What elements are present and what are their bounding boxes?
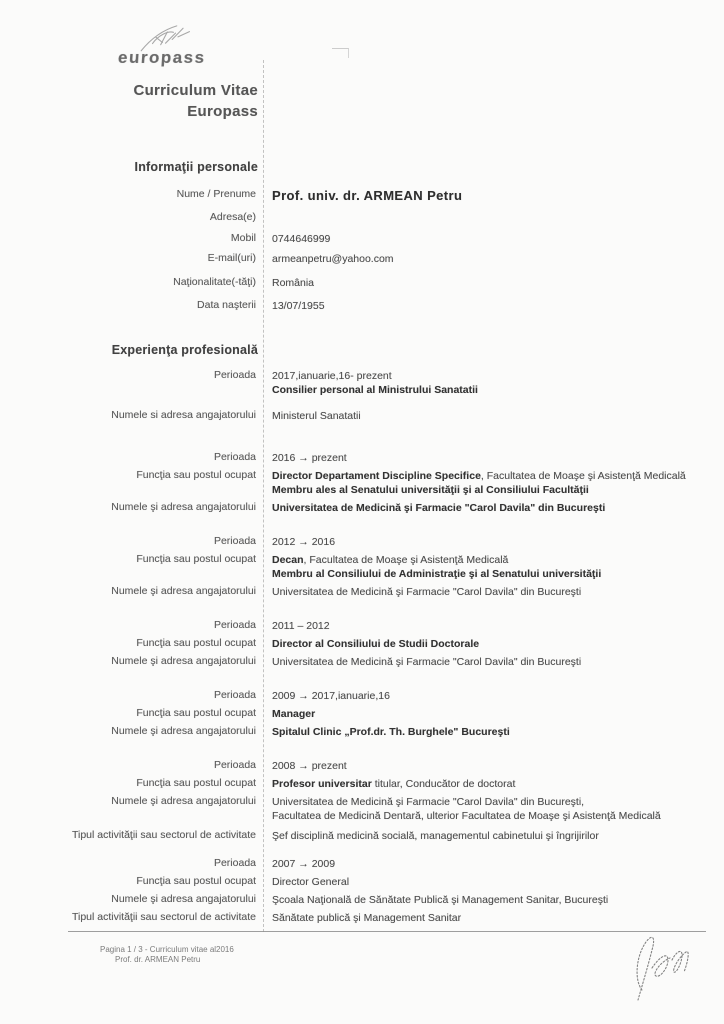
field-value: armeanpetru@yahoo.com [272, 253, 394, 265]
field-value-line [272, 911, 706, 925]
field-label: Perioada [213, 451, 256, 463]
experience-row [0, 875, 724, 889]
field-value [263, 637, 724, 651]
field-label: Numele şi adresa angajatorului [111, 655, 256, 667]
field-value: 13/07/1955 [272, 300, 325, 312]
field-value-line [272, 893, 706, 907]
text-segment: Universitatea de Medicină şi Farmacie "Carol Davila" din Bucureşti [272, 502, 606, 514]
text-segment: , Facultatea de Moaşe şi Asistenţă Medicală [480, 470, 686, 482]
field-label: Perioada [213, 857, 256, 869]
experience-row [0, 637, 724, 651]
field-label: Numele şi adresa angajatorului [111, 795, 256, 807]
field-value [263, 619, 724, 633]
field-label: Funcţia sau postul ocupat [136, 553, 256, 565]
text-segment: 2009 → 2017,ianuarie,16 [272, 690, 390, 702]
field-value-line [272, 585, 706, 599]
footer-author: Prof. dr. ARMEAN Petru [115, 955, 201, 964]
field-value-line [272, 535, 706, 549]
field-value-line [272, 725, 706, 739]
text-segment: Manager [272, 708, 316, 720]
field-label: Perioada [213, 759, 256, 771]
field-value [263, 759, 724, 773]
section-heading-experience: Experienţa profesională [111, 343, 258, 357]
field-label: Nume / Prenume [176, 188, 256, 200]
experience-row [0, 585, 724, 599]
field-value-line [272, 619, 706, 633]
section-heading-personal-info: Informaţii personale [134, 160, 258, 174]
experience-entry [0, 689, 724, 739]
field-value-line [272, 795, 706, 809]
text-segment: Universitatea de Medicină şi Farmacie "Carol Davila" din Bucureşti, [272, 796, 585, 808]
experience-entry [0, 451, 724, 515]
field-value-line [272, 469, 706, 483]
field-value-line [272, 369, 706, 383]
title-line2: Europass [187, 103, 258, 120]
footer-divider-line [68, 931, 706, 932]
personal-row [0, 188, 724, 203]
field-value [263, 409, 724, 423]
field-value-line [272, 501, 706, 515]
experience-entry [0, 369, 724, 423]
field-value: Prof. univ. dr. ARMEAN Petru [272, 188, 463, 203]
text-segment: Profesor universitar [272, 778, 372, 790]
text-segment: 2011 – 2012 [272, 620, 330, 632]
field-label: Funcţia sau postul ocupat [136, 707, 256, 719]
field-label: Tipul activităţii sau sectorul de activitate [71, 829, 256, 841]
field-label: Numele şi adresa angajatorului [111, 893, 256, 905]
field-value [263, 911, 724, 925]
text-segment: , Facultatea de Moaşe şi Asistenţă Medicală [303, 554, 509, 566]
field-value-line [272, 829, 706, 843]
text-segment: titular, Conducător de doctorat [371, 778, 516, 790]
page-footer [100, 945, 216, 965]
field-value [263, 857, 724, 871]
field-value [263, 829, 724, 843]
footer-page-info: Pagina 1 / 3 - Curriculum vitae al [100, 945, 217, 954]
europass-logo-text: europass [117, 48, 207, 67]
field-value: 0744646999 [272, 233, 331, 245]
field-value [263, 893, 724, 907]
field-value [263, 725, 724, 739]
field-label: Funcţia sau postul ocupat [136, 469, 256, 481]
field-value [263, 451, 724, 465]
field-label: Perioada [213, 689, 256, 701]
experience-row [0, 829, 724, 843]
field-value-line [272, 451, 706, 465]
text-segment: Spitalul Clinic „Prof.dr. Th. Burghele" Bucureşti [272, 726, 510, 738]
text-segment: 2012 → 2016 [272, 536, 336, 548]
field-value-line [272, 689, 706, 703]
field-label: Perioada [213, 535, 256, 547]
text-segment: Sănătate publică şi Management Sanitar [272, 912, 462, 924]
experience-row [0, 501, 724, 515]
field-value-line [272, 637, 706, 651]
experience-row [0, 857, 724, 871]
experience-row [0, 655, 724, 669]
field-value [263, 875, 724, 889]
title-line1: Curriculum Vitae [133, 82, 258, 99]
personal-row [0, 276, 724, 290]
text-segment: Consilier personal al Ministrului Sanatatii [272, 384, 478, 396]
field-value [263, 553, 724, 581]
text-segment: 2017,ianuarie,16- prezent [272, 370, 392, 382]
text-segment: 2016 → prezent [272, 452, 347, 464]
text-segment: Director al Consiliului de Studii Doctorale [272, 638, 480, 650]
field-label: Tipul activităţii sau sectorul de activitate [71, 911, 256, 923]
personal-row [0, 252, 724, 266]
text-segment: Facultatea de Medicină Dentară, ulterior Facultatea de Moaşe şi Asistenţă Medicală [272, 810, 661, 822]
text-segment: Director General [272, 876, 350, 888]
text-segment: Membru al Consiliului de Administraţie şi al Senatului universităţii [272, 568, 602, 580]
personal-info-rows [0, 188, 724, 313]
text-segment: Universitatea de Medicină şi Farmacie "Carol Davila" din Bucureşti [272, 586, 582, 598]
field-value [263, 469, 724, 497]
field-value-line [272, 759, 706, 773]
field-value [263, 369, 724, 397]
field-label: Perioada [213, 619, 256, 631]
field-value [263, 795, 724, 823]
field-label: Funcţia sau postul ocupat [136, 777, 256, 789]
field-value [263, 707, 724, 721]
field-value-line [272, 777, 706, 791]
text-segment: Şef disciplină medicină socială, managementul cabinetului şi îngrijirilor [272, 830, 599, 842]
experience-row [0, 553, 724, 581]
field-value-line [272, 383, 706, 397]
experience-row [0, 893, 724, 907]
personal-row [0, 232, 724, 246]
field-value-line [272, 655, 706, 669]
experience-entry [0, 759, 724, 843]
experience-entry [0, 857, 724, 925]
experience-row [0, 759, 724, 773]
text-segment: Şcoala Naţională de Sănătate Publică şi Management Sanitar, Bucureşti [272, 894, 609, 906]
experience-entry [0, 535, 724, 599]
experience-row [0, 619, 724, 633]
text-segment: 2008 → prezent [272, 760, 347, 772]
experience-row [0, 469, 724, 497]
field-label: Mobil [230, 232, 256, 244]
experience-row [0, 707, 724, 721]
cv-content [0, 160, 724, 945]
field-value [263, 501, 724, 515]
text-segment: Director Departament Discipline Specifice [272, 470, 481, 482]
field-label: Numele si adresa angajatorului [111, 409, 256, 421]
field-value [263, 689, 724, 703]
field-value-line [272, 553, 706, 567]
experience-row [0, 777, 724, 791]
field-label: Funcţia sau postul ocupat [136, 875, 256, 887]
footer-year: 2016 [216, 945, 234, 954]
field-value [263, 777, 724, 791]
field-value [263, 585, 724, 599]
field-label: Numele şi adresa angajatorului [111, 585, 256, 597]
document-title [0, 80, 258, 122]
europass-logo [118, 24, 238, 68]
field-value: România [272, 277, 315, 289]
field-label: Perioada [213, 369, 256, 381]
text-segment: Universitatea de Medicină şi Farmacie "Carol Davila" din Bucureşti [272, 656, 582, 668]
field-value-line [272, 483, 706, 497]
field-value-line [272, 409, 706, 423]
field-label: E-mail(uri) [207, 252, 256, 264]
field-value-line [272, 875, 706, 889]
field-value-line [272, 567, 706, 581]
field-value [263, 655, 724, 669]
experience-row [0, 689, 724, 703]
field-value [263, 535, 724, 549]
scan-artifact [332, 48, 349, 58]
experience-row [0, 409, 724, 423]
personal-row [0, 299, 724, 313]
field-label: Numele şi adresa angajatorului [111, 501, 256, 513]
field-value-line [272, 809, 706, 823]
experience-row [0, 369, 724, 397]
experience-row [0, 795, 724, 823]
field-value-line [272, 857, 706, 871]
field-value-line [272, 707, 706, 721]
text-segment: 2007 → 2009 [272, 858, 336, 870]
experience-entry [0, 619, 724, 669]
text-segment: Ministerul Sanatatii [272, 410, 361, 422]
experience-entries [0, 369, 724, 925]
experience-row [0, 535, 724, 549]
experience-row [0, 911, 724, 925]
personal-row [0, 211, 724, 224]
field-label: Numele şi adresa angajatorului [111, 725, 256, 737]
field-label: Data naşterii [197, 299, 256, 311]
text-segment: Membru ales al Senatului universităţii şi al Consiliului Facultăţii [272, 484, 589, 496]
field-label: Naţionalitate(-tăţi) [173, 276, 256, 288]
signature-mark [622, 928, 714, 1012]
experience-row [0, 725, 724, 739]
experience-row [0, 451, 724, 465]
field-label: Funcţia sau postul ocupat [136, 637, 256, 649]
text-segment: Decan [272, 554, 304, 566]
field-label: Adresa(e) [209, 211, 256, 223]
